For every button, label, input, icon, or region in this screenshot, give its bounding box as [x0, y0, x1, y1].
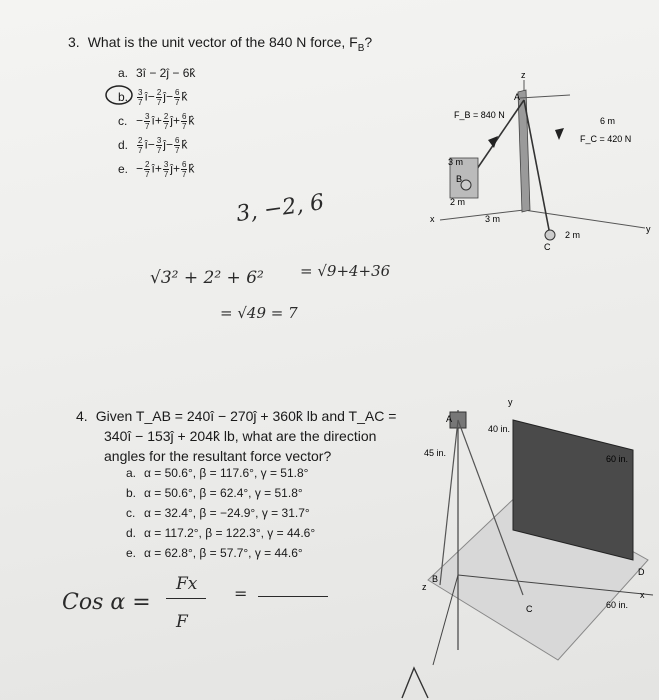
question-4-line-2: 340î − 153ĵ + 204k̂ lb, what are the direction [104, 428, 377, 444]
fraction-numerator: 6 [181, 160, 187, 169]
unit-vector: k̂ [181, 137, 188, 152]
work-components: 3, −2, 6 [234, 189, 326, 228]
axis-label-y: y [508, 397, 513, 407]
term-fraction [163, 160, 169, 179]
term-sign: − [147, 137, 155, 152]
answer-circle-b [104, 84, 134, 106]
term-sign: − [165, 137, 173, 152]
x-axis [440, 210, 524, 220]
pole [518, 90, 530, 212]
option-label: a. [126, 466, 137, 480]
fraction-numerator: 3 [156, 136, 162, 145]
option-text: α = 117.2°, β = 122.3°, γ = 44.6° [144, 526, 316, 540]
fraction-denominator: 7 [145, 122, 150, 131]
question-4-prompt [76, 406, 396, 466]
term-sign: − [136, 161, 144, 176]
fraction-denominator: 7 [156, 98, 162, 107]
fraction-numerator: 3 [163, 160, 169, 169]
question-3-option-d[interactable] [118, 136, 187, 155]
axis-label-x: x [430, 214, 435, 224]
top-bar [520, 95, 570, 98]
term-sign: + [172, 113, 180, 128]
work-fraction-numerator: Fx [176, 574, 198, 594]
dim-label-3m-upper: 3 m [448, 157, 464, 167]
fraction-denominator: 7 [145, 170, 150, 179]
question-3-option-a[interactable] [118, 66, 195, 80]
term-sign: − [136, 113, 144, 128]
question-3-prompt [68, 34, 372, 54]
option-text: α = 32.4°, β = −24.9°, γ = 31.7° [144, 506, 310, 520]
fraction-denominator: 7 [174, 146, 180, 155]
question-3-sub: B [357, 42, 365, 54]
axis-label-y: y [646, 224, 651, 234]
fraction-denominator: 7 [138, 146, 143, 155]
term-fraction [174, 88, 180, 107]
dim-label-2m-right: 2 m [565, 230, 581, 240]
question-3-number: 3. [68, 34, 80, 50]
question-4-figure [418, 390, 658, 690]
dim-label-3m-lower: 3 m [485, 214, 501, 224]
point-label-b: B [432, 574, 439, 584]
question-4-option-c[interactable] [126, 506, 310, 520]
dim-label-2m-left: 2 m [450, 197, 466, 207]
fraction-numerator: 3 [145, 112, 150, 121]
option-label: d. [126, 526, 137, 540]
fraction-numerator: 2 [145, 160, 150, 169]
point-label-c: C [526, 604, 533, 614]
unit-vector: ĵ [170, 161, 173, 176]
work-magnitude-root: √3² + 2² + 6² [150, 268, 264, 288]
y-axis [524, 210, 645, 228]
unit-vector: k̂ [188, 161, 195, 176]
pen-stroke-mark [396, 662, 436, 700]
question-4-line-3: angles for the resultant force vector? [104, 448, 332, 464]
option-label: a. [118, 66, 129, 80]
dim-label-40in: 40 in. [488, 424, 511, 434]
term-fraction [144, 112, 150, 131]
axis-label-x: x [640, 590, 645, 600]
force-label-fb: F_B = 840 N [454, 110, 505, 120]
term-fraction [174, 136, 180, 155]
fraction-numerator: 2 [163, 112, 169, 121]
unit-vector: î [144, 137, 148, 152]
term-fraction [156, 88, 162, 107]
question-4-option-b[interactable] [126, 486, 303, 500]
axis-label-z: z [422, 582, 427, 592]
question-3-end: ? [364, 34, 373, 50]
unit-vector: ĵ [163, 89, 166, 104]
dim-label-45in: 45 in. [424, 448, 447, 458]
option-expression: 3î − 2ĵ − 6k̂ [136, 66, 196, 80]
unit-vector: î [151, 113, 155, 128]
term-fraction [144, 160, 150, 179]
option-label: d. [118, 137, 129, 152]
fraction-denominator: 7 [181, 170, 187, 179]
work-fraction-denominator: F [176, 612, 188, 632]
option-label: e. [118, 161, 129, 176]
option-label: c. [126, 506, 136, 520]
unit-vector: k̂ [188, 113, 195, 128]
point-label-a: A [514, 92, 521, 102]
fraction-denominator: 7 [163, 122, 169, 131]
point-label-d: D [638, 567, 645, 577]
dim-label-60in-bottom: 60 in. [606, 600, 629, 610]
fraction-denominator: 7 [156, 146, 162, 155]
fb-arrow [488, 136, 498, 148]
question-3-figure [420, 70, 655, 260]
work-fraction-bar [166, 598, 206, 599]
unit-vector: k̂ [181, 89, 188, 104]
point-c-marker [545, 230, 555, 240]
fraction-numerator: 3 [138, 88, 143, 97]
term-fraction [181, 112, 187, 131]
question-3-option-c[interactable] [118, 112, 194, 131]
question-4-line-1: Given T_AB = 240î − 270ĵ + 360k̂ lb and T_AC = [95, 408, 397, 424]
term-sign: + [154, 113, 162, 128]
fc-arrow [555, 128, 564, 140]
question-4-option-a[interactable] [126, 466, 308, 480]
option-label: b. [118, 89, 129, 104]
unit-vector: ĵ [163, 137, 166, 152]
question-4-option-e[interactable] [126, 546, 303, 560]
fraction-denominator: 7 [174, 98, 180, 107]
option-label: b. [126, 486, 137, 500]
question-3-text: What is the unit vector of the 840 N force, F [87, 34, 358, 50]
term-fraction [156, 136, 162, 155]
work-equals: = [234, 584, 248, 603]
point-b-marker [461, 180, 471, 190]
option-label: e. [126, 546, 137, 560]
point-label-a: A [446, 414, 453, 424]
option-text: α = 50.6°, β = 117.6°, γ = 51.8° [144, 466, 309, 480]
term-sign: + [172, 161, 180, 176]
axis-label-z: z [521, 70, 526, 80]
work-magnitude-result: = √49 = 7 [220, 304, 298, 322]
term-sign: − [165, 89, 173, 104]
fraction-numerator: 6 [174, 88, 180, 97]
term-fraction [137, 136, 143, 155]
question-4-number: 4. [76, 408, 88, 424]
term-fraction [181, 160, 187, 179]
option-text: α = 62.8°, β = 57.7°, γ = 44.6° [144, 546, 303, 560]
fraction-denominator: 7 [138, 98, 143, 107]
point-label-b: B [456, 174, 463, 184]
fraction-numerator: 6 [181, 112, 187, 121]
option-text: α = 50.6°, β = 62.4°, γ = 51.8° [144, 486, 303, 500]
question-4-option-d[interactable] [126, 526, 315, 540]
fraction-numerator: 2 [138, 136, 143, 145]
term-fraction [137, 88, 143, 107]
term-sign: − [147, 89, 155, 104]
fraction-denominator: 7 [163, 170, 169, 179]
point-label-c: C [544, 242, 551, 252]
dim-label-6m: 6 m [600, 116, 616, 126]
fraction-denominator: 7 [181, 122, 187, 131]
option-label: c. [118, 113, 128, 128]
question-3-option-e[interactable] [118, 160, 194, 179]
fraction-numerator: 6 [174, 136, 180, 145]
fraction-numerator: 2 [156, 88, 162, 97]
term-fraction [163, 112, 169, 131]
work-cos-alpha: Cos α = [62, 590, 151, 615]
work-magnitude-sum: = √9+4+36 [300, 262, 391, 280]
work-answer-line [258, 596, 328, 597]
dim-label-60in-top: 60 in. [606, 454, 629, 464]
force-label-fc: F_C = 420 N [580, 134, 632, 144]
unit-vector: î [151, 161, 155, 176]
unit-vector: î [144, 89, 148, 104]
unit-vector: ĵ [170, 113, 173, 128]
term-sign: + [154, 161, 162, 176]
